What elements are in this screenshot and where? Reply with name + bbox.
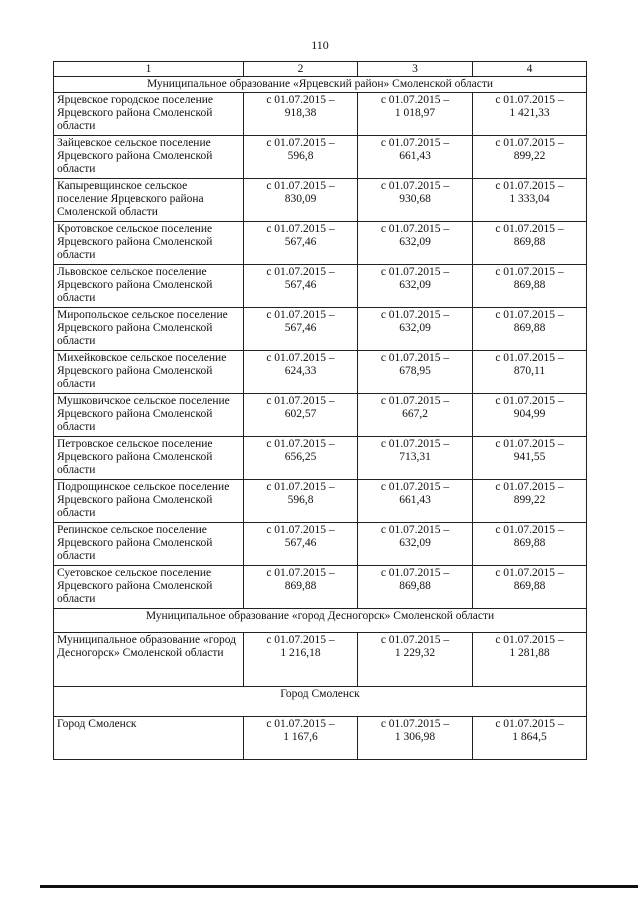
tariff-cell <box>473 308 587 351</box>
tariff-date: с 01.07.2015 – <box>495 718 564 730</box>
table-row <box>54 437 587 480</box>
tariff-date: с 01.07.2015 – <box>495 309 564 321</box>
tariff-cell <box>358 717 473 760</box>
tariff-value: 1 281,88 <box>509 647 550 659</box>
settlement-name: Город Смоленск <box>54 717 244 760</box>
tariff-cell <box>358 308 473 351</box>
tariff-date: с 01.07.2015 – <box>495 223 564 235</box>
tariff-date: с 01.07.2015 – <box>266 524 335 536</box>
table-row <box>54 566 587 609</box>
tariff-cell <box>358 351 473 394</box>
tariff-date: с 01.07.2015 – <box>495 634 564 646</box>
settlement-name: Подрощинское сельское поселение Ярцевского района Смоленской области <box>54 480 244 523</box>
section-header-row <box>54 687 587 717</box>
tariff-value: 596,8 <box>287 150 314 162</box>
settlement-name: Михейковское сельское поселение Ярцевского района Смоленской области <box>54 351 244 394</box>
settlement-name: Львовское сельское поселение Ярцевского района Смоленской области <box>54 265 244 308</box>
tariff-date: с 01.07.2015 – <box>380 309 450 321</box>
tariff-value: 602,57 <box>284 408 317 420</box>
table-row <box>54 308 587 351</box>
section-header-row <box>54 77 587 93</box>
tariff-value: 869,88 <box>513 236 546 248</box>
tariff-cell <box>473 136 587 179</box>
tariff-cell <box>244 93 358 136</box>
tariff-cell <box>358 523 473 566</box>
tariff-date: с 01.07.2015 – <box>266 223 335 235</box>
tariff-date: с 01.07.2015 – <box>266 634 335 646</box>
tariff-cell <box>358 394 473 437</box>
tariff-value: 661,43 <box>399 150 431 162</box>
tariff-value: 667,2 <box>402 408 428 420</box>
tariff-value: 632,09 <box>399 279 431 291</box>
tariff-date: с 01.07.2015 – <box>495 567 564 579</box>
tariff-cell <box>244 351 358 394</box>
tariff-cell <box>473 351 587 394</box>
tariff-date: с 01.07.2015 – <box>266 395 335 407</box>
tariff-cell <box>358 222 473 265</box>
tariff-cell <box>473 93 587 136</box>
tariff-value: 632,09 <box>399 322 431 334</box>
tariff-date: с 01.07.2015 – <box>266 567 335 579</box>
tariff-cell <box>358 437 473 480</box>
tariff-value: 624,33 <box>284 365 317 377</box>
tariff-value: 567,46 <box>284 236 317 248</box>
column-number: 4 <box>473 62 587 77</box>
tariff-value: 869,88 <box>284 580 317 592</box>
tariff-value: 661,43 <box>399 494 431 506</box>
tariff-date: с 01.07.2015 – <box>266 137 335 149</box>
tariff-cell <box>473 717 587 760</box>
tariff-cell <box>244 136 358 179</box>
tariff-cell <box>244 523 358 566</box>
tariff-cell <box>358 93 473 136</box>
tariff-value: 869,88 <box>513 580 546 592</box>
tariff-value: 1 864,5 <box>512 731 547 743</box>
tariff-value: 632,09 <box>399 236 431 248</box>
tariff-cell <box>244 437 358 480</box>
page-number: 110 <box>311 38 329 52</box>
tariff-value: 830,09 <box>284 193 317 205</box>
tariff-cell <box>473 394 587 437</box>
tariff-date: с 01.07.2015 – <box>380 395 450 407</box>
tariff-value: 904,99 <box>513 408 546 420</box>
tariff-date: с 01.07.2015 – <box>266 481 335 493</box>
tariff-cell <box>358 265 473 308</box>
table-row <box>54 179 587 222</box>
settlement-name: Кротовское сельское поселение Ярцевского района Смоленской области <box>54 222 244 265</box>
section-title: Муниципальное образование «город Десногорск» Смоленской области <box>54 609 587 633</box>
settlement-name: Капыревщинское сельское поселение Ярцевского района Смоленской области <box>54 179 244 222</box>
tariff-cell <box>473 222 587 265</box>
table-row <box>54 633 587 687</box>
table-row <box>54 717 587 760</box>
settlement-name: Муниципальное образование «город Десногорск» Смоленской области <box>54 633 244 687</box>
tariff-cell <box>244 633 358 687</box>
tariff-date: с 01.07.2015 – <box>380 481 450 493</box>
tariff-cell <box>244 179 358 222</box>
tariff-value: 899,22 <box>513 150 546 162</box>
table-body <box>54 77 587 760</box>
settlement-name: Ярцевское городское поселение Ярцевского района Смоленской области <box>54 93 244 136</box>
settlement-name: Петровское сельское поселение Ярцевского района Смоленской области <box>54 437 244 480</box>
tariff-value: 930,68 <box>399 193 431 205</box>
section-title: Город Смоленск <box>54 687 587 717</box>
tariff-date: с 01.07.2015 – <box>380 634 450 646</box>
settlement-name: Мушковичское сельское поселение Ярцевского района Смоленской области <box>54 394 244 437</box>
tariff-date: с 01.07.2015 – <box>266 180 335 192</box>
tariff-value: 678,95 <box>399 365 431 377</box>
tariff-date: с 01.07.2015 – <box>380 266 450 278</box>
tariff-date: с 01.07.2015 – <box>495 481 564 493</box>
tariff-cell <box>358 480 473 523</box>
settlement-name: Миропольское сельское поселение Ярцевского района Смоленской области <box>54 308 244 351</box>
tariff-date: с 01.07.2015 – <box>380 352 450 364</box>
column-number: 3 <box>358 62 473 77</box>
tariff-date: с 01.07.2015 – <box>495 524 564 536</box>
table-row <box>54 222 587 265</box>
tariff-value: 918,38 <box>284 107 317 119</box>
tariff-value: 1 216,18 <box>280 647 321 659</box>
tariff-cell <box>244 222 358 265</box>
tariff-value: 1 421,33 <box>509 107 550 119</box>
settlement-name: Репинское сельское поселение Ярцевского района Смоленской области <box>54 523 244 566</box>
tariff-value: 1 229,32 <box>394 647 436 659</box>
tariff-date: с 01.07.2015 – <box>495 395 564 407</box>
tariff-cell <box>244 566 358 609</box>
column-number-row <box>54 62 587 77</box>
tariff-value: 567,46 <box>284 322 317 334</box>
tariff-value: 869,88 <box>513 279 546 291</box>
settlement-name: Суетовское сельское поселение Ярцевского района Смоленской области <box>54 566 244 609</box>
tariff-value: 1 018,97 <box>394 107 436 119</box>
tariff-date: с 01.07.2015 – <box>380 137 450 149</box>
tariff-date: с 01.07.2015 – <box>380 180 450 192</box>
tariff-date: с 01.07.2015 – <box>380 567 450 579</box>
tariff-date: с 01.07.2015 – <box>380 438 450 450</box>
section-title: Муниципальное образование «Ярцевский район» Смоленской области <box>54 77 587 93</box>
tariff-date: с 01.07.2015 – <box>266 718 335 730</box>
tariff-cell <box>473 265 587 308</box>
tariff-date: с 01.07.2015 – <box>495 352 564 364</box>
tariff-cell <box>473 523 587 566</box>
tariff-cell <box>358 633 473 687</box>
section-header-row <box>54 609 587 633</box>
tariff-table <box>53 61 587 760</box>
tariff-cell <box>244 265 358 308</box>
tariff-value: 1 306,98 <box>394 731 436 743</box>
tariff-date: с 01.07.2015 – <box>266 309 335 321</box>
tariff-date: с 01.07.2015 – <box>266 438 335 450</box>
tariff-date: с 01.07.2015 – <box>266 94 335 106</box>
tariff-value: 632,09 <box>399 537 431 549</box>
settlement-name: Зайцевское сельское поселение Ярцевского района Смоленской области <box>54 136 244 179</box>
tariff-cell <box>473 437 587 480</box>
tariff-cell <box>473 566 587 609</box>
tariff-date: с 01.07.2015 – <box>266 266 335 278</box>
tariff-date: с 01.07.2015 – <box>380 223 450 235</box>
tariff-value: 596,8 <box>287 494 314 506</box>
tariff-date: с 01.07.2015 – <box>495 137 564 149</box>
tariff-value: 870,11 <box>513 365 546 377</box>
tariff-value: 941,55 <box>513 451 546 463</box>
tariff-value: 567,46 <box>284 279 317 291</box>
tariff-date: с 01.07.2015 – <box>495 438 564 450</box>
tariff-value: 1 167,6 <box>283 731 318 743</box>
tariff-date: с 01.07.2015 – <box>380 718 450 730</box>
bottom-rule <box>40 885 638 888</box>
tariff-date: с 01.07.2015 – <box>380 524 450 536</box>
column-number: 1 <box>54 62 244 77</box>
tariff-value: 899,22 <box>513 494 546 506</box>
table-row <box>54 265 587 308</box>
tariff-cell <box>473 179 587 222</box>
tariff-value: 713,31 <box>399 451 431 463</box>
table-row <box>54 480 587 523</box>
tariff-cell <box>358 136 473 179</box>
tariff-value: 1 333,04 <box>509 193 550 205</box>
tariff-value: 869,88 <box>513 537 546 549</box>
tariff-value: 656,25 <box>284 451 317 463</box>
table-row <box>54 351 587 394</box>
tariff-value: 567,46 <box>284 537 317 549</box>
tariff-date: с 01.07.2015 – <box>495 94 564 106</box>
tariff-value: 869,88 <box>513 322 546 334</box>
table-row <box>54 523 587 566</box>
tariff-date: с 01.07.2015 – <box>380 94 450 106</box>
tariff-value: 869,88 <box>399 580 431 592</box>
tariff-cell <box>244 717 358 760</box>
tariff-cell <box>358 566 473 609</box>
tariff-date: с 01.07.2015 – <box>266 352 335 364</box>
tariff-cell <box>244 480 358 523</box>
tariff-cell <box>473 480 587 523</box>
table-row <box>54 394 587 437</box>
tariff-cell <box>244 394 358 437</box>
tariff-cell <box>244 308 358 351</box>
tariff-date: с 01.07.2015 – <box>495 266 564 278</box>
table-row <box>54 136 587 179</box>
column-number: 2 <box>244 62 358 77</box>
tariff-date: с 01.07.2015 – <box>495 180 564 192</box>
tariff-cell <box>358 179 473 222</box>
tariff-cell <box>473 633 587 687</box>
table-row <box>54 93 587 136</box>
